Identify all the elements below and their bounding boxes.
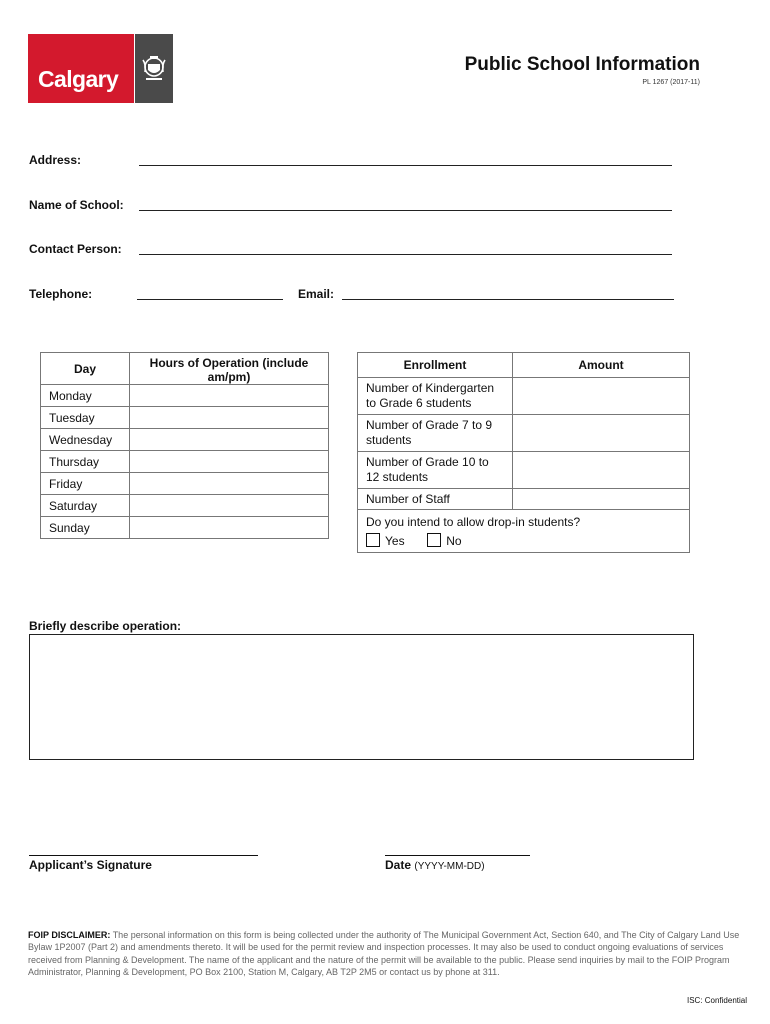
page-title: Public School Information — [464, 54, 700, 75]
address-field[interactable] — [139, 165, 672, 166]
hours-header: Hours of Operation (include am/pm) — [130, 353, 329, 385]
calgary-logo — [28, 34, 134, 103]
date-field[interactable] — [385, 855, 530, 856]
date-label-group — [385, 858, 485, 872]
enroll-staff-label: Number of Staff — [358, 489, 513, 510]
dropin-options — [366, 532, 681, 551]
enrollment-header: Enrollment — [358, 353, 513, 378]
disclaimer-heading: FOIP DISCLAIMER: — [28, 930, 111, 940]
enrollment-table — [357, 352, 690, 553]
enroll-g1012-label: Number of Grade 10 to 12 students — [358, 452, 513, 489]
email-field[interactable] — [342, 299, 674, 300]
day-thursday: Thursday — [41, 451, 130, 473]
hours-monday-field[interactable] — [130, 385, 329, 407]
day-header: Day — [41, 353, 130, 385]
telephone-label: Telephone: — [29, 287, 93, 301]
disclaimer-text: The personal information on this form is being collected under the authority of The Municipal Government Act, Section 640, and The City of Calgary Land Use Bylaw 1P2007 (Part 2) and amendments thereto. It will be used for the permit review and inspection processes. It may also be used to conduct ongoing evaluations of services received from Planning & Development. The name of the applicant and the nature of the permit will be available to the public. Please send inquiries by mail to the FOIP Program Administrator, Planning & Development, PO Box 2100, Station M, Calgary, AB T2P 2M5 or contact us by phone at 311. — [28, 930, 740, 978]
signature-field[interactable] — [29, 855, 258, 856]
no-label: No — [446, 534, 462, 548]
logo-text: Calgary — [38, 66, 119, 92]
description-textarea[interactable] — [29, 634, 694, 760]
enroll-k6-field[interactable] — [513, 378, 690, 415]
enroll-k6-label: Number of Kindergarten to Grade 6 students — [358, 378, 513, 415]
hours-friday-field[interactable] — [130, 473, 329, 495]
dropin-cell — [358, 510, 690, 553]
amount-header: Amount — [513, 353, 690, 378]
hours-thursday-field[interactable] — [130, 451, 329, 473]
hours-wednesday-field[interactable] — [130, 429, 329, 451]
telephone-field[interactable] — [137, 299, 283, 300]
foip-disclaimer — [28, 929, 746, 979]
enroll-g79-label: Number of Grade 7 to 9 students — [358, 415, 513, 452]
yes-checkbox[interactable] — [366, 533, 380, 547]
enroll-staff-field[interactable] — [513, 489, 690, 510]
address-label: Address: — [29, 153, 82, 167]
enroll-g79-field[interactable] — [513, 415, 690, 452]
school-label: Name of School: — [29, 198, 124, 212]
day-sunday: Sunday — [41, 517, 130, 539]
contact-person-field[interactable] — [139, 254, 672, 255]
day-friday: Friday — [41, 473, 130, 495]
email-label: Email: — [298, 287, 335, 301]
day-saturday: Saturday — [41, 495, 130, 517]
form-number: PL 1267 (2017-11) — [642, 79, 700, 86]
enroll-g1012-field[interactable] — [513, 452, 690, 489]
date-format: (YYYY-MM-DD) — [414, 861, 485, 872]
yes-label: Yes — [385, 534, 405, 548]
classification-label: ISC: Confidential — [686, 996, 747, 1005]
signature-label: Applicant’s Signature — [29, 858, 152, 872]
hours-saturday-field[interactable] — [130, 495, 329, 517]
hours-table — [40, 352, 329, 539]
date-label: Date — [385, 858, 412, 872]
no-checkbox[interactable] — [427, 533, 441, 547]
crest-icon — [138, 52, 170, 84]
contact-label: Contact Person: — [29, 242, 122, 256]
dropin-question: Do you intend to allow drop-in students? — [366, 515, 581, 529]
hours-sunday-field[interactable] — [130, 517, 329, 539]
description-label: Briefly describe operation: — [29, 619, 182, 633]
day-wednesday: Wednesday — [41, 429, 130, 451]
crest-logo — [135, 34, 173, 103]
day-monday: Monday — [41, 385, 130, 407]
hours-tuesday-field[interactable] — [130, 407, 329, 429]
school-name-field[interactable] — [139, 210, 672, 211]
day-tuesday: Tuesday — [41, 407, 130, 429]
